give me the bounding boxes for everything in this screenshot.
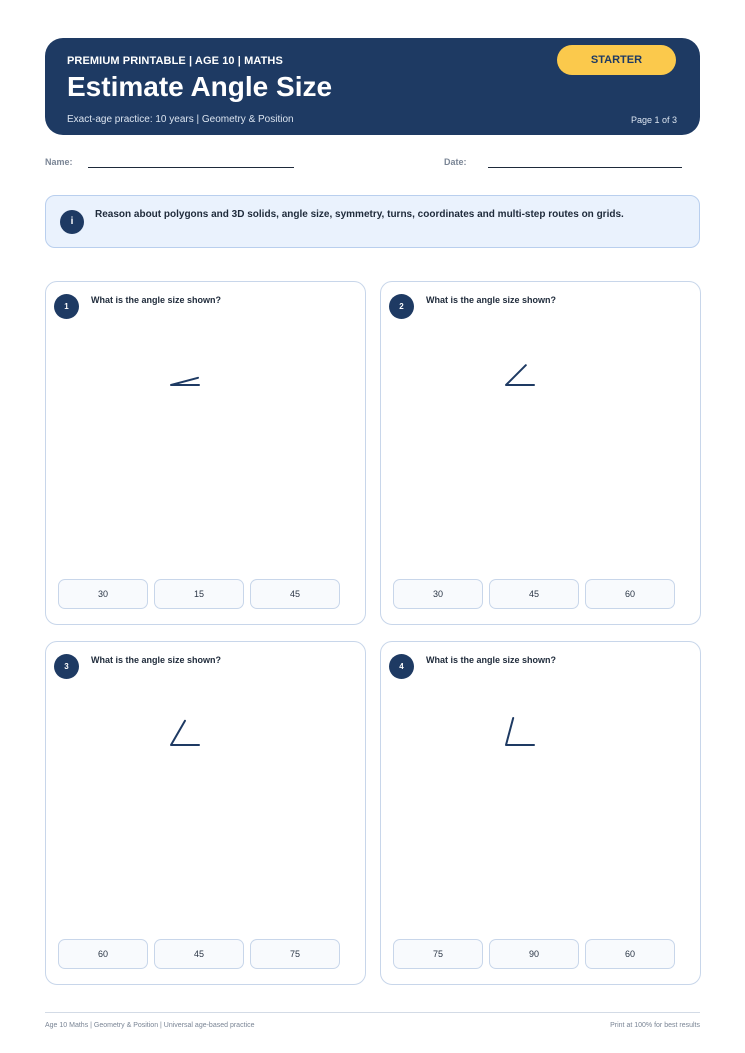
answer-option[interactable]: 75 [250,939,340,969]
question-number: 3 [54,654,79,679]
question-card [45,641,366,985]
answer-option[interactable]: 60 [585,939,675,969]
question-number: 4 [389,654,414,679]
info-icon: i [60,210,84,234]
page-title: Estimate Angle Size [67,71,333,102]
footer-left-text: Age 10 Maths | Geometry & Position | Universal age-based practice [45,1022,255,1029]
footer-right-text: Print at 100% for best results [610,1022,700,1029]
answer-option[interactable]: 45 [250,579,340,609]
angle-diagram [381,282,700,624]
name-label: Name: [45,157,73,167]
date-label: Date: [444,157,467,167]
info-banner [45,195,700,248]
info-text: Reason about polygons and 3D solids, angle size, symmetry, turns, coordinates and multi-step routes on grids. [95,209,624,220]
angle-lines [171,721,199,745]
question-card [45,281,366,625]
header-eyebrow: PREMIUM PRINTABLE | AGE 10 | MATHS [67,55,283,67]
angle-diagram [381,642,700,984]
question-prompt: What is the angle size shown? [426,295,557,305]
header-subtitle: Exact-age practice: 10 years | Geometry & Position [67,114,294,125]
name-field[interactable] [88,167,294,168]
answer-option[interactable]: 75 [393,939,483,969]
answer-option[interactable]: 30 [393,579,483,609]
angle-diagram [46,642,365,984]
page-header [45,38,700,135]
footer-divider [45,1012,700,1013]
page-number: Page 1 of 3 [630,115,677,125]
question-number: 1 [54,294,79,319]
answer-option[interactable]: 45 [489,579,579,609]
angle-diagram [46,282,365,624]
question-card [380,641,701,985]
answer-option[interactable]: 60 [585,579,675,609]
answer-option[interactable]: 30 [58,579,148,609]
answer-option[interactable]: 45 [154,939,244,969]
answer-option[interactable]: 15 [154,579,244,609]
question-prompt: What is the angle size shown? [91,295,222,305]
answer-option[interactable]: 90 [489,939,579,969]
answer-option[interactable]: 60 [58,939,148,969]
question-prompt: What is the angle size shown? [91,655,222,665]
angle-lines [506,365,534,385]
angle-lines [506,718,534,745]
question-card [380,281,701,625]
level-badge: STARTER [557,45,676,75]
question-prompt: What is the angle size shown? [426,655,557,665]
date-field[interactable] [488,167,682,168]
angle-lines [171,378,199,385]
question-number: 2 [389,294,414,319]
